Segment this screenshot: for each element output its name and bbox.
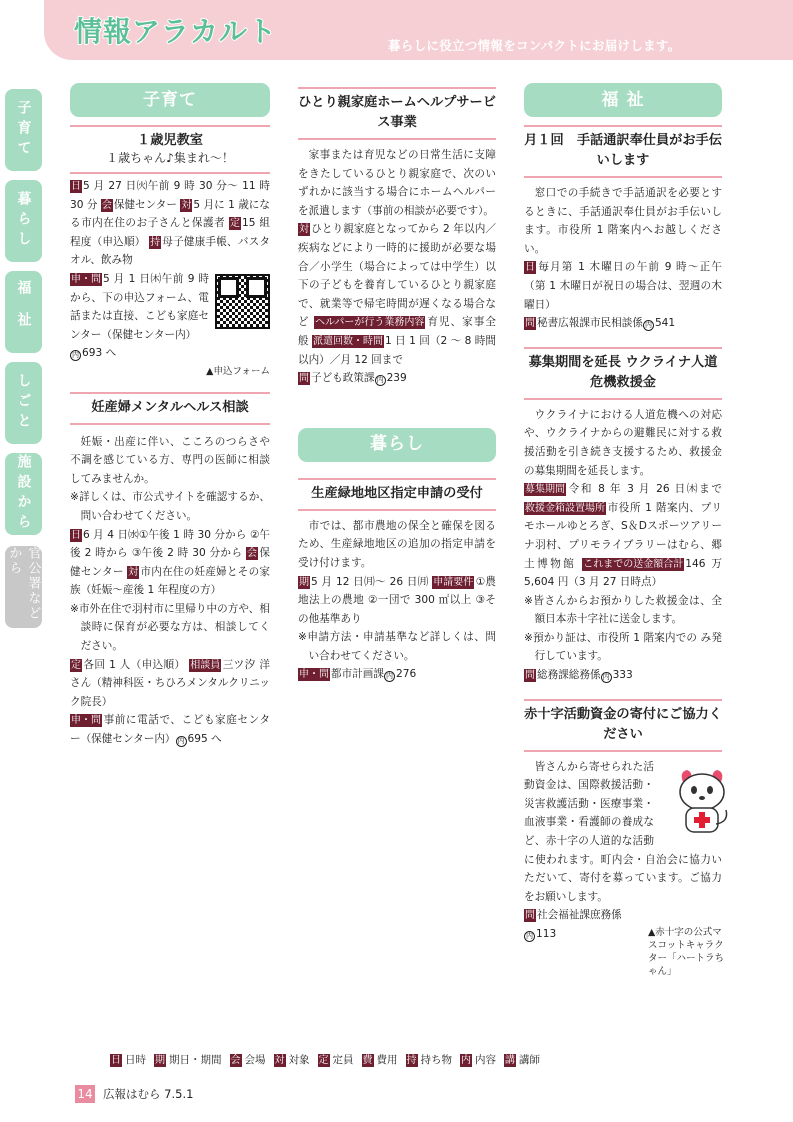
article-title: 募集期間を延長 ウクライナ人道危機救援金 bbox=[524, 347, 722, 400]
tab-fukushi[interactable]: 福祉 bbox=[5, 271, 42, 353]
phone-ext-icon: 内 bbox=[526, 932, 533, 940]
category-kurashi: 暮らし bbox=[298, 428, 496, 462]
phone-ext-icon: 内 bbox=[72, 351, 79, 360]
category-kosodate: 子育て bbox=[70, 83, 270, 117]
article-note: ※皆さんからお預かりした救援金は、全額日本赤十字社に送金します。 bbox=[524, 594, 722, 626]
article-details: 期 5 月 12 日㈪～ 26 日㈪ 申請要件 ①農地法上の農地 ②一団で 300 ㎡以上 ③その他基準あり bbox=[298, 575, 497, 625]
article-note: ※市外在住で羽村市に里帰り中の方や、相談時に保育が必要な方は、相談してください。 bbox=[70, 602, 270, 653]
phone-ext-icon: 内 bbox=[644, 321, 652, 330]
qr-code[interactable] bbox=[215, 274, 270, 329]
column-1 bbox=[70, 83, 270, 749]
page-number: 14 bbox=[75, 1085, 95, 1103]
article-apply: 申・問 5 月 1 日㈭午前 9 時から、下の申込フォーム、電話または直接、こども家庭センター（保健センター内） 内 693 へ bbox=[70, 270, 270, 363]
article-details: 募集期間 令和 8 年 3 月 26 日㈭まで 救援金箱設置場所 市役所 1 階案内、プリモホールゆとろぎ、S＆Dスポーツアリーナ羽村、プリモライブラリーはむら、郷土博物館 これまでの送金額合計 146 万 5,604 円（3 月 27 日時点） bbox=[524, 483, 722, 589]
legend-item: 日 日時 bbox=[111, 1054, 146, 1066]
tab-kankosho[interactable]: 官公署などから bbox=[5, 546, 42, 628]
page-subtitle: 暮らしに役立つ情報をコンパクトにお届けします。 bbox=[388, 38, 681, 53]
legend-item: 期 期日・期間 bbox=[155, 1054, 222, 1066]
tab-kurashi[interactable]: 暮らし bbox=[5, 180, 42, 262]
phone-ext-icon: 内 bbox=[602, 673, 610, 682]
legend-item: 持 持ち物 bbox=[406, 1054, 452, 1066]
publication-name: 広報はむら 7.5.1 bbox=[103, 1087, 194, 1101]
tab-kosodate[interactable]: 子育て bbox=[5, 89, 42, 171]
legend-item: 内 内容 bbox=[461, 1054, 496, 1066]
article-title: 妊産婦メンタルヘルス相談 bbox=[70, 392, 270, 425]
article-note: ※申請方法・申請基準など詳しくは、問い合わせてください。 bbox=[298, 631, 496, 662]
article-title: １歳児教室 bbox=[70, 125, 270, 151]
article-details: 対 ひとり親家庭となってから 2 年以内／疾病などにより一時的に援助が必要な場合／小学生（場合によっては中学生）以下の子どもを養育しているひとり親家庭で、就業等で帰宅時間が遅くなる場合など ヘルパーが行う業務内容 育児、家事全般 派遣回数・時間 1 日 1 回（2 ～ 8 時間以内）／月 12 回まで 問 子ども政策課 内 239 bbox=[298, 223, 497, 385]
legend-item: 定 定員 bbox=[318, 1054, 354, 1066]
category-fukushi: 福 祉 bbox=[524, 83, 722, 117]
legend-item: 会 会場 bbox=[230, 1054, 266, 1066]
article-contact: 問 総務課総務係 内 333 bbox=[525, 669, 633, 682]
article-details: 日 6 月 4 日㈬①午後 1 時 30 分から ②午後 2 時から ③午後 2 時 30 分から 会 保健センター 対 市内在住の妊産婦とその家族（妊娠～産後 1 年程度の方） bbox=[70, 528, 270, 597]
article-note: ※詳しくは、市公式サイトを確認するか、問い合わせてください。 bbox=[70, 491, 270, 522]
column-3 bbox=[524, 83, 722, 944]
mascot-caption: ▲赤十字の公式マスコットキャラクター「ハートラちゃん」 bbox=[648, 927, 725, 977]
article-title: 月１回 手話通訳奉仕員がお手伝いします bbox=[524, 125, 722, 178]
phone-ext-icon: 内 bbox=[385, 672, 393, 681]
article-body: 家事または育児などの日常生活に支障をきたしているひとり親家庭で、次のいずれかに該当する場合にホームヘルパーを派遣します（事前の相談が必要です）。 bbox=[298, 149, 496, 217]
article-body: 皆さんから寄せられた活動資金は、国際救援活動・災害救護活動・医療事業・血液事業・看護師の養成など、赤十字の人道的な活動に使われます。町内会・自治会に協力いただいて、寄付を募っています。ご協力をお願いします。 bbox=[524, 758, 722, 907]
article-title: 赤十字活動資金の寄付にご協力ください bbox=[524, 699, 722, 752]
article-details: 日 毎月第 1 木曜日の午前 9 時～正午（第 1 木曜日が祝日の場合は、翌週の木曜日） 問 秘書広報課市民相談係 内 541 bbox=[524, 261, 722, 330]
phone-ext-icon: 内 bbox=[376, 376, 384, 385]
article-title: ひとり親家庭ホームヘルプサービス事業 bbox=[298, 87, 496, 140]
tab-shisetsu[interactable]: 施設から bbox=[5, 453, 42, 535]
article-body: 日 5 月 27 日㈫午前 9 時 30 分～ 11 時 30 分 会 保健センター 対 5 月に 1 歳になる市内在住のお子さんと保護者 定 15 組程度（申込順） 持 母子健康手帳、バスタオル、飲み物 bbox=[70, 180, 270, 267]
page-title: 情報アラカルト bbox=[74, 15, 278, 48]
page-header bbox=[44, 0, 793, 60]
tab-shigoto[interactable]: しごと bbox=[5, 362, 42, 444]
article-note: ※預かり証は、市役所 1 階案内での み発行しています。 bbox=[524, 631, 722, 663]
legend bbox=[110, 1052, 540, 1067]
article-subtitle: １歳ちゃん♪集まれ～！ bbox=[106, 151, 234, 165]
legend-item: 対 対象 bbox=[274, 1054, 310, 1066]
article-body: 市では、都市農地の保全と確保を図るため、生産緑地地区の追加の指定申請を受け付けます。 bbox=[298, 519, 496, 569]
article-details: 定 各回 1 人（申込順） 相談員 三ツ汐 洋さん（精神科医・ちひろメンタルクリニック院長） 申・問 事前に電話で、こども家庭センター（保健センター内） 内 695 へ bbox=[70, 658, 271, 746]
article-contact: 問 社会福祉課庶務係 内 113 bbox=[525, 909, 622, 940]
mascot-image bbox=[660, 762, 722, 838]
qr-caption: ▲申込フォーム bbox=[206, 365, 270, 377]
column-2 bbox=[298, 83, 496, 684]
legend-item: 費 費用 bbox=[362, 1054, 398, 1066]
article-body: 窓口での手続きで手話通訳を必要とするときに、手話通訳奉仕員がお手伝いします。市役所 1 階案内へお越しください。 bbox=[524, 187, 722, 255]
phone-ext-icon: 内 bbox=[177, 737, 185, 746]
legend-item: 講 講師 bbox=[505, 1054, 540, 1066]
article-title: 生産緑地地区指定申請の受付 bbox=[298, 478, 496, 511]
article-contact: 申・問 都市計画課 内 276 bbox=[299, 668, 417, 681]
article-body: ウクライナにおける人道危機への対応や、ウクライナからの避難民に対する救援活動を引き続き支援するため、救援金の募集期間を延長します。 bbox=[524, 408, 722, 477]
article-body: 妊娠・出産に伴い、こころのつらさや不調を感じている方、専門の医師に相談してみませんか。 bbox=[70, 435, 270, 485]
